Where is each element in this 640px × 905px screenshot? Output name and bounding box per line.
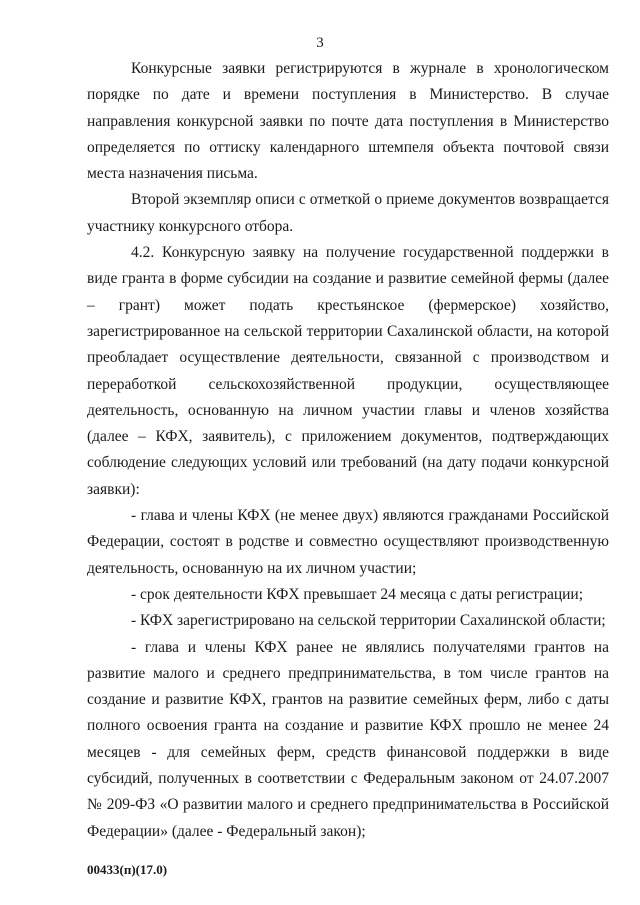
paragraph-inventory-copy: Второй экземпляр описи с отметкой о приеме документов возвращается участнику конкурсного отбора. — [87, 191, 609, 235]
list-item-registration-area: - КФХ зарегистрировано на сельской территории Сахалинской области; — [131, 612, 606, 630]
page-number: 3 — [316, 35, 324, 51]
document-body — [87, 56, 609, 845]
paragraph-registration: Конкурсные заявки регистрируются в журнале в хронологическом порядке по дате и времени поступления в Министерство. В случае направления конкурсной заявки по почте дата поступления в Министерство определяется по оттиску календарного штемпеля объекта почтовой связи места назначения письма. — [87, 60, 609, 183]
list-item-term: - срок деятельности КФХ превышает 24 месяца с даты регистрации; — [131, 585, 584, 603]
document-footer-code: 00433(п)(17.0) — [87, 862, 168, 877]
paragraph-4-2: 4.2. Конкурсную заявку на получение государственной поддержки в виде гранта в форме субсидии на создание и развитие семейной фермы (далее – грант) может подать крестьянское (фермерское) хозяйство, зарегистрированное на сельской территории Сахалинской области, на которой преобладает осуществление деятельности, связанной с производством и переработкой сельскохозяйственной продукции, осуществляющее деятельность, основанную на личном участии главы и членов хозяйства (далее – КФХ, заявитель), с приложением документов, подтверждающих соблюдение следующих условий или требований (на дату подачи конкурсной заявки): — [87, 244, 609, 498]
list-item-citizenship: - глава и члены КФХ (не менее двух) являются гражданами Российской Федерации, состоят в родстве и совместно осуществляют производственную деятельность, основанную на их личном участии; — [87, 507, 609, 577]
list-item-previous-grants: - глава и члены КФХ ранее не являлись получателями грантов на развитие малого и среднего предпринимательства, в том числе грантов на создание и развитие КФХ, грантов на развитие семейных ферм, либо с даты полного освоения гранта на создание и развитие КФХ прошло не менее 24 месяцев - для семейных ферм, средств финансовой поддержки в виде субсидий, полученных в соответствии с Федеральным законом от 24.07.2007 № 209-ФЗ «О развитии малого и среднего предпринимательства в Российской Федерации» (далее - Федеральный закон); — [87, 638, 609, 840]
